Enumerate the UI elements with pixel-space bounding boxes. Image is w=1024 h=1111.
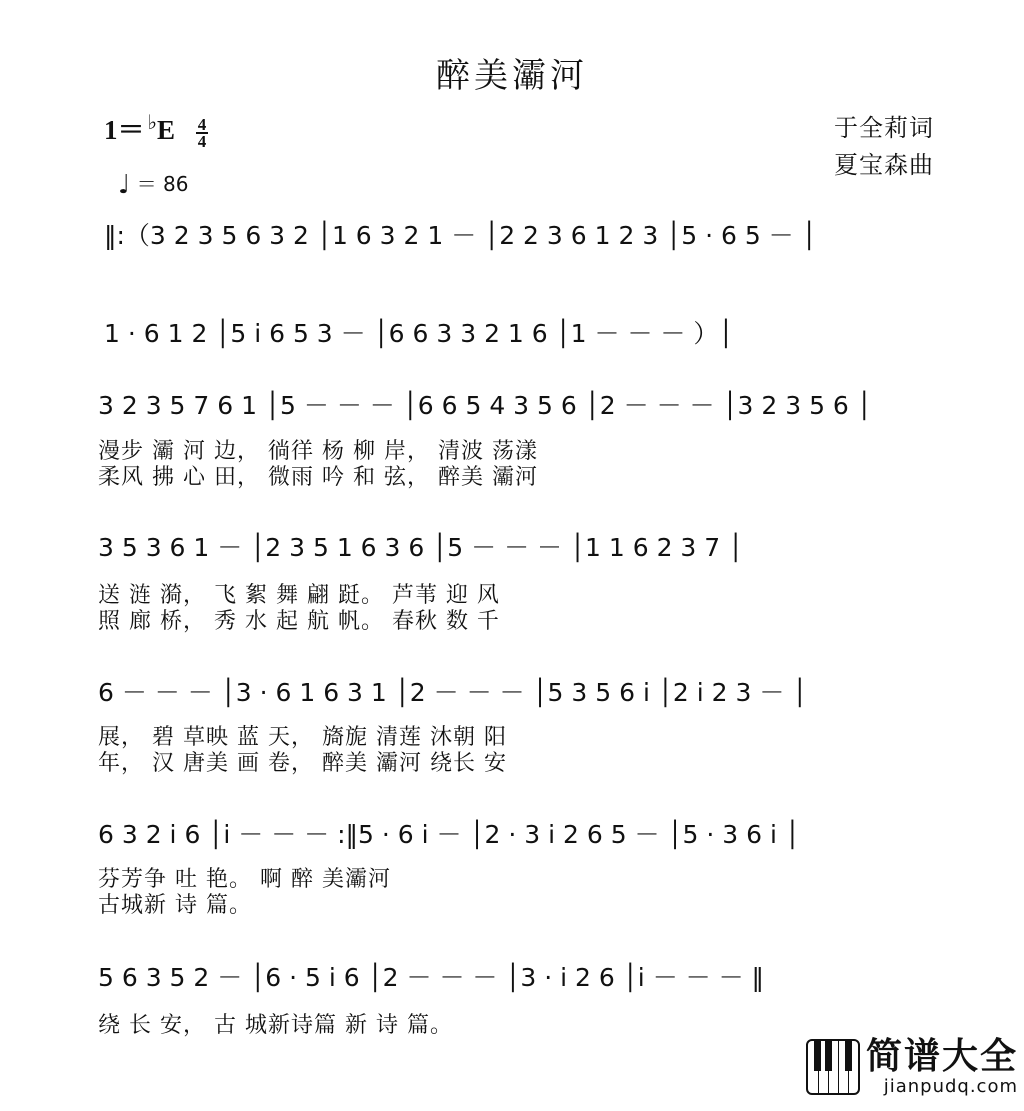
music-line-4: 3 5 3 6 1 － │2 3 5 1 6 3 6 │5 － － － │1 1 6 2 3 7 │ — [98, 533, 744, 562]
lyricist-credit: 于全莉词 — [834, 114, 934, 142]
music-line-2: 1 · 6 1 2 │5 i 6 5 3 － │6 6 3 3 2 1 6 │1 － － － ）│ — [104, 319, 734, 348]
piano-keys-icon — [806, 1039, 860, 1095]
lyric-line-4a: 送 涟 漪， 飞 絮 舞 翩 跹。 芦苇 迎 风 — [98, 583, 500, 608]
music-line-7: 5 6 3 5 2 － │6 · 5 i 6 │2 － － － │3 · i 2 6 │i － － － ‖ — [98, 963, 765, 992]
music-line-5: 6 － － － │3 · 6 1 6 3 1 │2 － － － │5 3 5 6 i │2 i 2 3 － │ — [98, 678, 808, 707]
lyric-line-5a: 展， 碧 草映 蓝 天， 旖旎 清莲 沐朝 阳 — [98, 725, 507, 750]
song-title: 醉美灞河 — [436, 56, 588, 96]
lyric-line-5b: 年， 汉 唐美 画 卷， 醉美 灞河 绕长 安 — [98, 751, 507, 776]
key-signature — [104, 108, 208, 149]
music-line-1: ‖:（3 2 3 5 6 3 2 │1 6 3 2 1 － │2 2 3 6 1 2 3 │5 · 6 5 － │ — [104, 221, 817, 250]
site-logo[interactable] — [806, 1037, 1018, 1097]
flat-sign: ♭ — [147, 112, 157, 134]
logo-name: 简谱大全 — [865, 1036, 1018, 1077]
time-unit: 4 — [197, 131, 207, 151]
time-signature — [196, 114, 209, 151]
key-label: 1＝ — [104, 115, 145, 145]
lyric-line-7a: 绕 长 安， 古 城新诗篇 新 诗 篇。 — [98, 1013, 453, 1038]
tempo-value: ＝ 86 — [136, 172, 189, 196]
lyric-line-4b: 照 廊 桥， 秀 水 起 航 帆。 春秋 数 千 — [98, 609, 500, 634]
lyric-line-6a: 芬芳争 吐 艳。 啊 醉 美灞河 — [98, 867, 391, 892]
lyric-line-6b: 古城新 诗 篇。 — [98, 893, 252, 918]
music-line-6: 6 3 2 i 6 │i － － － :‖5 · 6 i － │2 · 3 i 2 6 5 － │5 · 3 6 i │ — [98, 820, 800, 849]
key-note: E — [156, 115, 175, 145]
tempo-marking — [118, 168, 188, 200]
time-beats: 4 — [197, 114, 207, 134]
lyric-line-3a: 漫步 灞 河 边， 徜徉 杨 柳 岸， 清波 荡漾 — [98, 439, 538, 464]
lyric-line-3b: 柔风 拂 心 田， 微雨 吟 和 弦， 醉美 灞河 — [98, 465, 538, 490]
logo-url: jianpudq.com — [883, 1076, 1018, 1097]
music-line-3: 3 2 3 5 7 6 1 │5 － － － │6 6 5 4 3 5 6 │2 － － － │3 2 3 5 6 │ — [98, 391, 872, 420]
composer-credit: 夏宝森曲 — [834, 151, 934, 179]
quarter-note-icon: ♩ — [118, 170, 131, 200]
